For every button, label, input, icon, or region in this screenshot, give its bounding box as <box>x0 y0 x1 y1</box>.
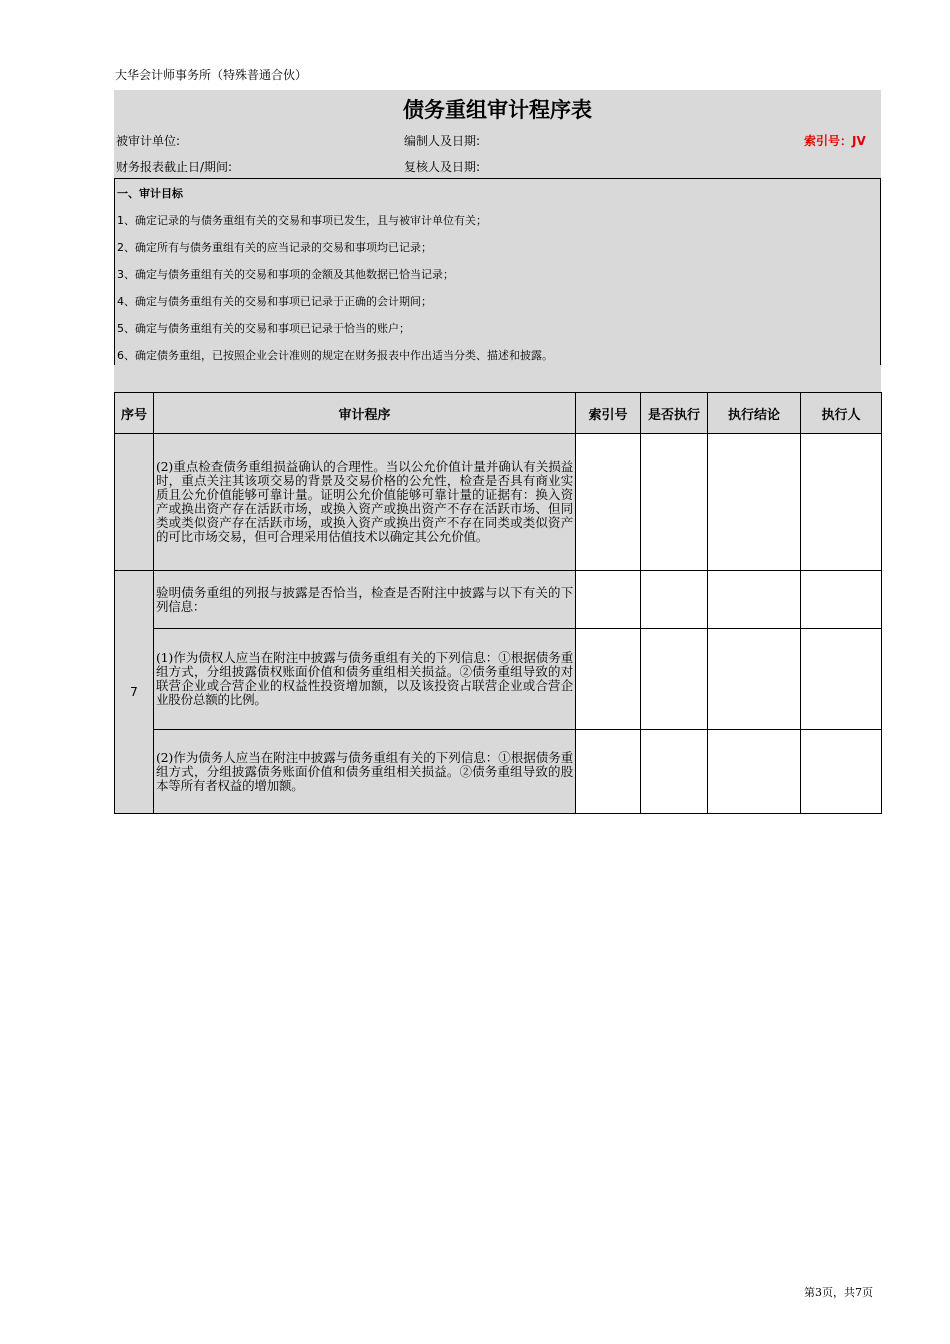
col-header-index: 索引号 <box>576 393 641 434</box>
procedure-cell: (2)作为债务人应当在附注中披露与债务重组有关的下列信息：①根据债务重组方式，分组披露债务账面价值和债务重组相关损益。②债务重组导致的股本等所有者权益的增加额。 <box>154 730 576 814</box>
objective-item: 2、确定所有与债务重组有关的应当记录的交易和事项均已记录； <box>117 241 432 254</box>
col-header-executed: 是否执行 <box>641 393 708 434</box>
executed-cell[interactable] <box>641 629 708 730</box>
period-label: 财务报表截止日/期间: <box>116 160 233 174</box>
page-footer: 第3页，共7页 <box>804 1286 873 1299</box>
executor-cell[interactable] <box>801 730 882 814</box>
objective-item: 5、确定与债务重组有关的交易和事项已记录于恰当的账户； <box>117 322 410 335</box>
objectives-heading: 一、审计目标 <box>117 187 183 200</box>
table-row <box>115 730 882 814</box>
procedure-cell: (2)重点检查债务重组损益确认的合理性。当以公允价值计量并确认有关损益时，重点关注其该项交易的背景及交易价格的公允性，检查是否具有商业实质且公允价值能够可靠计量。证明公允价值能够可靠计量的证据有：换入资产或换出资产存在活跃市场，或换入资产或换出资产不存在活跃市场、但同类或类似资产存在活跃市场，或换入资产或换出资产不存在同类或类似资产的可比市场交易，但可合理采用估值技术以确定其公允价值。 <box>154 434 576 571</box>
executor-cell[interactable] <box>801 629 882 730</box>
objective-item: 1、确定记录的与债务重组有关的交易和事项已发生，且与被审计单位有关； <box>117 214 487 227</box>
executed-cell[interactable] <box>641 730 708 814</box>
table-row <box>115 434 882 571</box>
preparer-label: 编制人及日期: <box>404 134 481 148</box>
table-row <box>115 629 882 730</box>
firm-name: 大华会计师事务所（特殊普通合伙） <box>115 68 308 82</box>
procedure-cell: 验明债务重组的列报与披露是否恰当，检查是否附注中披露与以下有关的下列信息： <box>154 571 576 629</box>
conclusion-cell[interactable] <box>708 730 801 814</box>
procedure-cell: (1)作为债权人应当在附注中披露与债务重组有关的下列信息：①根据债务重组方式，分组披露债权账面价值和债务重组相关损益。②债务重组导致的对联营企业或合营企业的权益性投资增加额，以及该投资占联营企业或合营企业股份总额的比例。 <box>154 629 576 730</box>
procedure-table <box>114 392 882 814</box>
index-cell[interactable] <box>576 730 641 814</box>
page-title: 债务重组审计程序表 <box>403 98 592 122</box>
seq-cell: 7 <box>115 571 154 814</box>
header-block <box>114 90 881 178</box>
index-cell[interactable] <box>576 571 641 629</box>
table-header-row <box>115 393 882 434</box>
table-row <box>115 571 882 629</box>
executed-cell[interactable] <box>641 571 708 629</box>
audited-entity-label: 被审计单位: <box>116 134 181 148</box>
seq-cell <box>115 434 154 571</box>
conclusion-cell[interactable] <box>708 434 801 571</box>
index-cell[interactable] <box>576 434 641 571</box>
col-header-conclusion: 执行结论 <box>708 393 801 434</box>
conclusion-cell[interactable] <box>708 629 801 730</box>
col-header-seq: 序号 <box>115 393 154 434</box>
col-header-executor: 执行人 <box>801 393 882 434</box>
executor-cell[interactable] <box>801 434 882 571</box>
spacer-band <box>114 365 881 392</box>
index-number: 索引号：JV <box>804 134 866 148</box>
index-cell[interactable] <box>576 629 641 730</box>
executed-cell[interactable] <box>641 434 708 571</box>
executor-cell[interactable] <box>801 571 882 629</box>
audit-objectives <box>114 178 881 366</box>
objective-item: 4、确定与债务重组有关的交易和事项已记录于正确的会计期间； <box>117 295 432 308</box>
reviewer-label: 复核人及日期: <box>404 160 481 174</box>
col-header-procedure: 审计程序 <box>154 393 576 434</box>
objective-item: 3、确定与债务重组有关的交易和事项的金额及其他数据已恰当记录； <box>117 268 454 281</box>
objective-item: 6、确定债务重组，已按照企业会计准则的规定在财务报表中作出适当分类、描述和披露。 <box>117 349 553 362</box>
conclusion-cell[interactable] <box>708 571 801 629</box>
